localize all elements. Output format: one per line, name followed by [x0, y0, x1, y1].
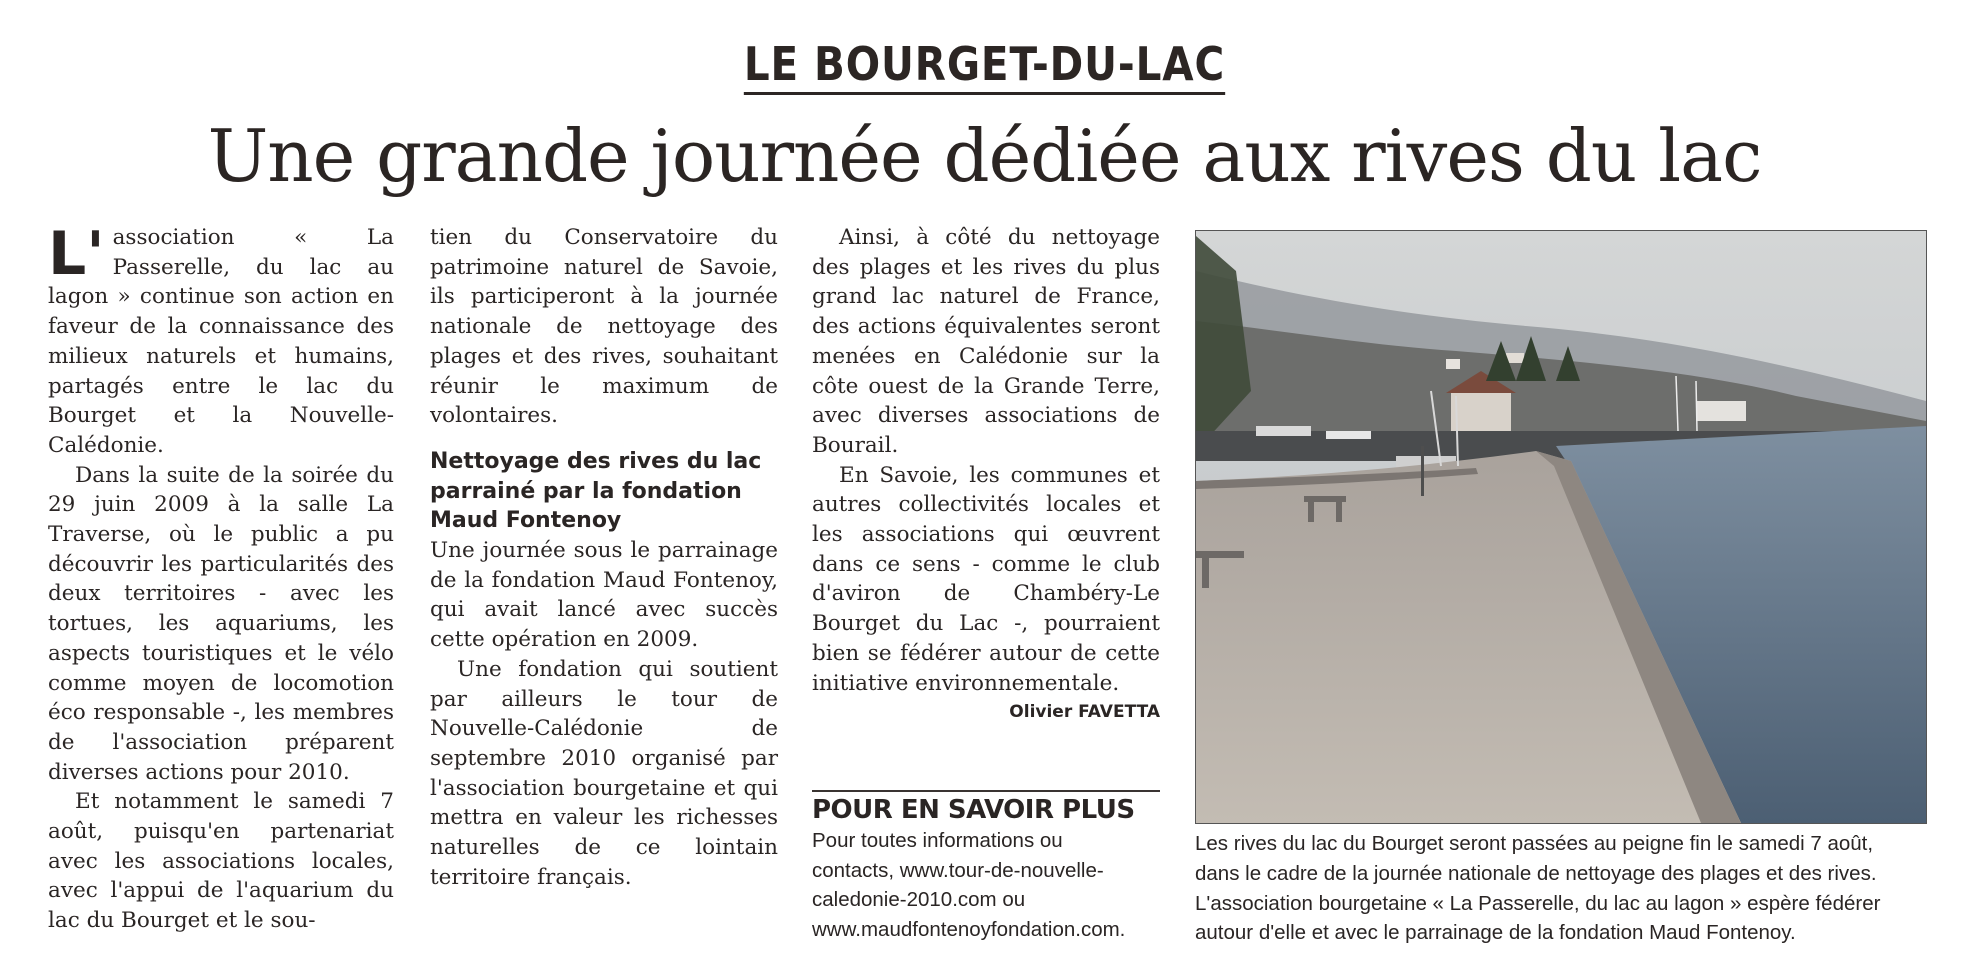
section-kicker: [0, 36, 1969, 95]
more-info-line: www.maudfontenoyfondation.com.: [812, 918, 1126, 942]
author-signature: Olivier FAVETTA: [1009, 702, 1160, 723]
paragraph-3: Et notamment le samedi 7 août, puisqu'en partenariat avec les associations locales, avec l'appui de l'aquarium du lac du Bourget et le sou-: [48, 789, 394, 934]
caption-line: Les rives du lac du Bourget seront passées au peigne fin le samedi 7 août,: [1195, 832, 1874, 855]
article-column-2: [430, 223, 778, 892]
paragraph-8: En Savoie, les communes et autres collectivités locales et les associations qui œuvrent dans ce sens - comme le club d'aviron de Chambéry-Le Bourget du Lac -, pourraient bien se fédérer autour de cette initiative environnementale.: [812, 462, 1160, 696]
paragraph-5: Une journée sous le parrainage de la fondation Maud Fontenoy, qui avait lancé avec succès cette opération en 2009.: [430, 538, 778, 653]
paragraph-1: [48, 219, 394, 461]
drop-cap: L': [48, 219, 105, 289]
caption-line: autour d'elle et avec le parrainage de la fondation Maud Fontenoy.: [1195, 921, 1796, 945]
caption-line: L'association bourgetaine « La Passerelle, du lac au lagon » espère fédérer: [1195, 891, 1881, 915]
more-info-body: [812, 826, 1160, 945]
paragraph-2: Dans la suite de la soirée du 29 juin 2009 à la salle La Traverse, où le public a pu découvrir les particularités des deux territoires - avec les tortues, les aquariums, les aspects touristiques et le vélo comme moyen de locomotion éco responsable -, les membres de l'association préparent diverses actions pour 2010.: [48, 462, 394, 785]
article-subheading: Nettoyage des rives du lac parrainé par la fondation Maud Fontenoy: [430, 448, 762, 534]
paragraph-1-text: association « La Passerelle, du lac au lagon » continue son action en faveur de la connaissance des milieux naturels et humains, partagés entre le lac du Bourget et la Nouvelle-Calédonie.: [48, 225, 394, 458]
paragraph-4: tien du Conservatoire du patrimoine naturel de Savoie, ils participeront à la journée nationale de nettoyage des plages et des rives, souhaitant réunir le maximum de volontaires.: [430, 225, 778, 429]
article-column-1: [48, 219, 394, 936]
paragraph-6: Une fondation qui soutient par ailleurs le tour de Nouvelle-Calédonie de septembre 2010 organisé par l'association bourgetaine et qui mettra en valeur les richesses naturelles de ce lointain territoire français.: [430, 656, 778, 890]
caption-line: dans le cadre de la journée nationale de nettoyage des plages et des rives.: [1195, 861, 1877, 885]
paragraph-7: Ainsi, à côté du nettoyage des plages et les rives du plus grand lac naturel de France, des actions équivalentes seront menées en Calédonie sur la côte ouest de la Grande Terre, avec diverses associations de Bourail.: [812, 225, 1160, 458]
kicker-text: LE BOURGET-DU-LAC: [744, 36, 1225, 95]
photo-caption: [1195, 829, 1935, 948]
more-info-title: POUR EN SAVOIR PLUS: [812, 795, 1135, 825]
more-info-line: Pour toutes informations ou: [812, 829, 1063, 852]
article-headline: Une grande journée dédiée aux rives du lac: [207, 114, 1762, 198]
lakeshore-photo: [1195, 230, 1927, 824]
more-info-line: contacts, www.tour-de-nouvelle-: [812, 858, 1104, 882]
article-column-3: [812, 223, 1160, 726]
more-info-box: [812, 790, 1160, 945]
more-info-line: caledonie-2010.com ou: [812, 888, 1026, 912]
lakeshore-illustration: [1196, 231, 1926, 823]
